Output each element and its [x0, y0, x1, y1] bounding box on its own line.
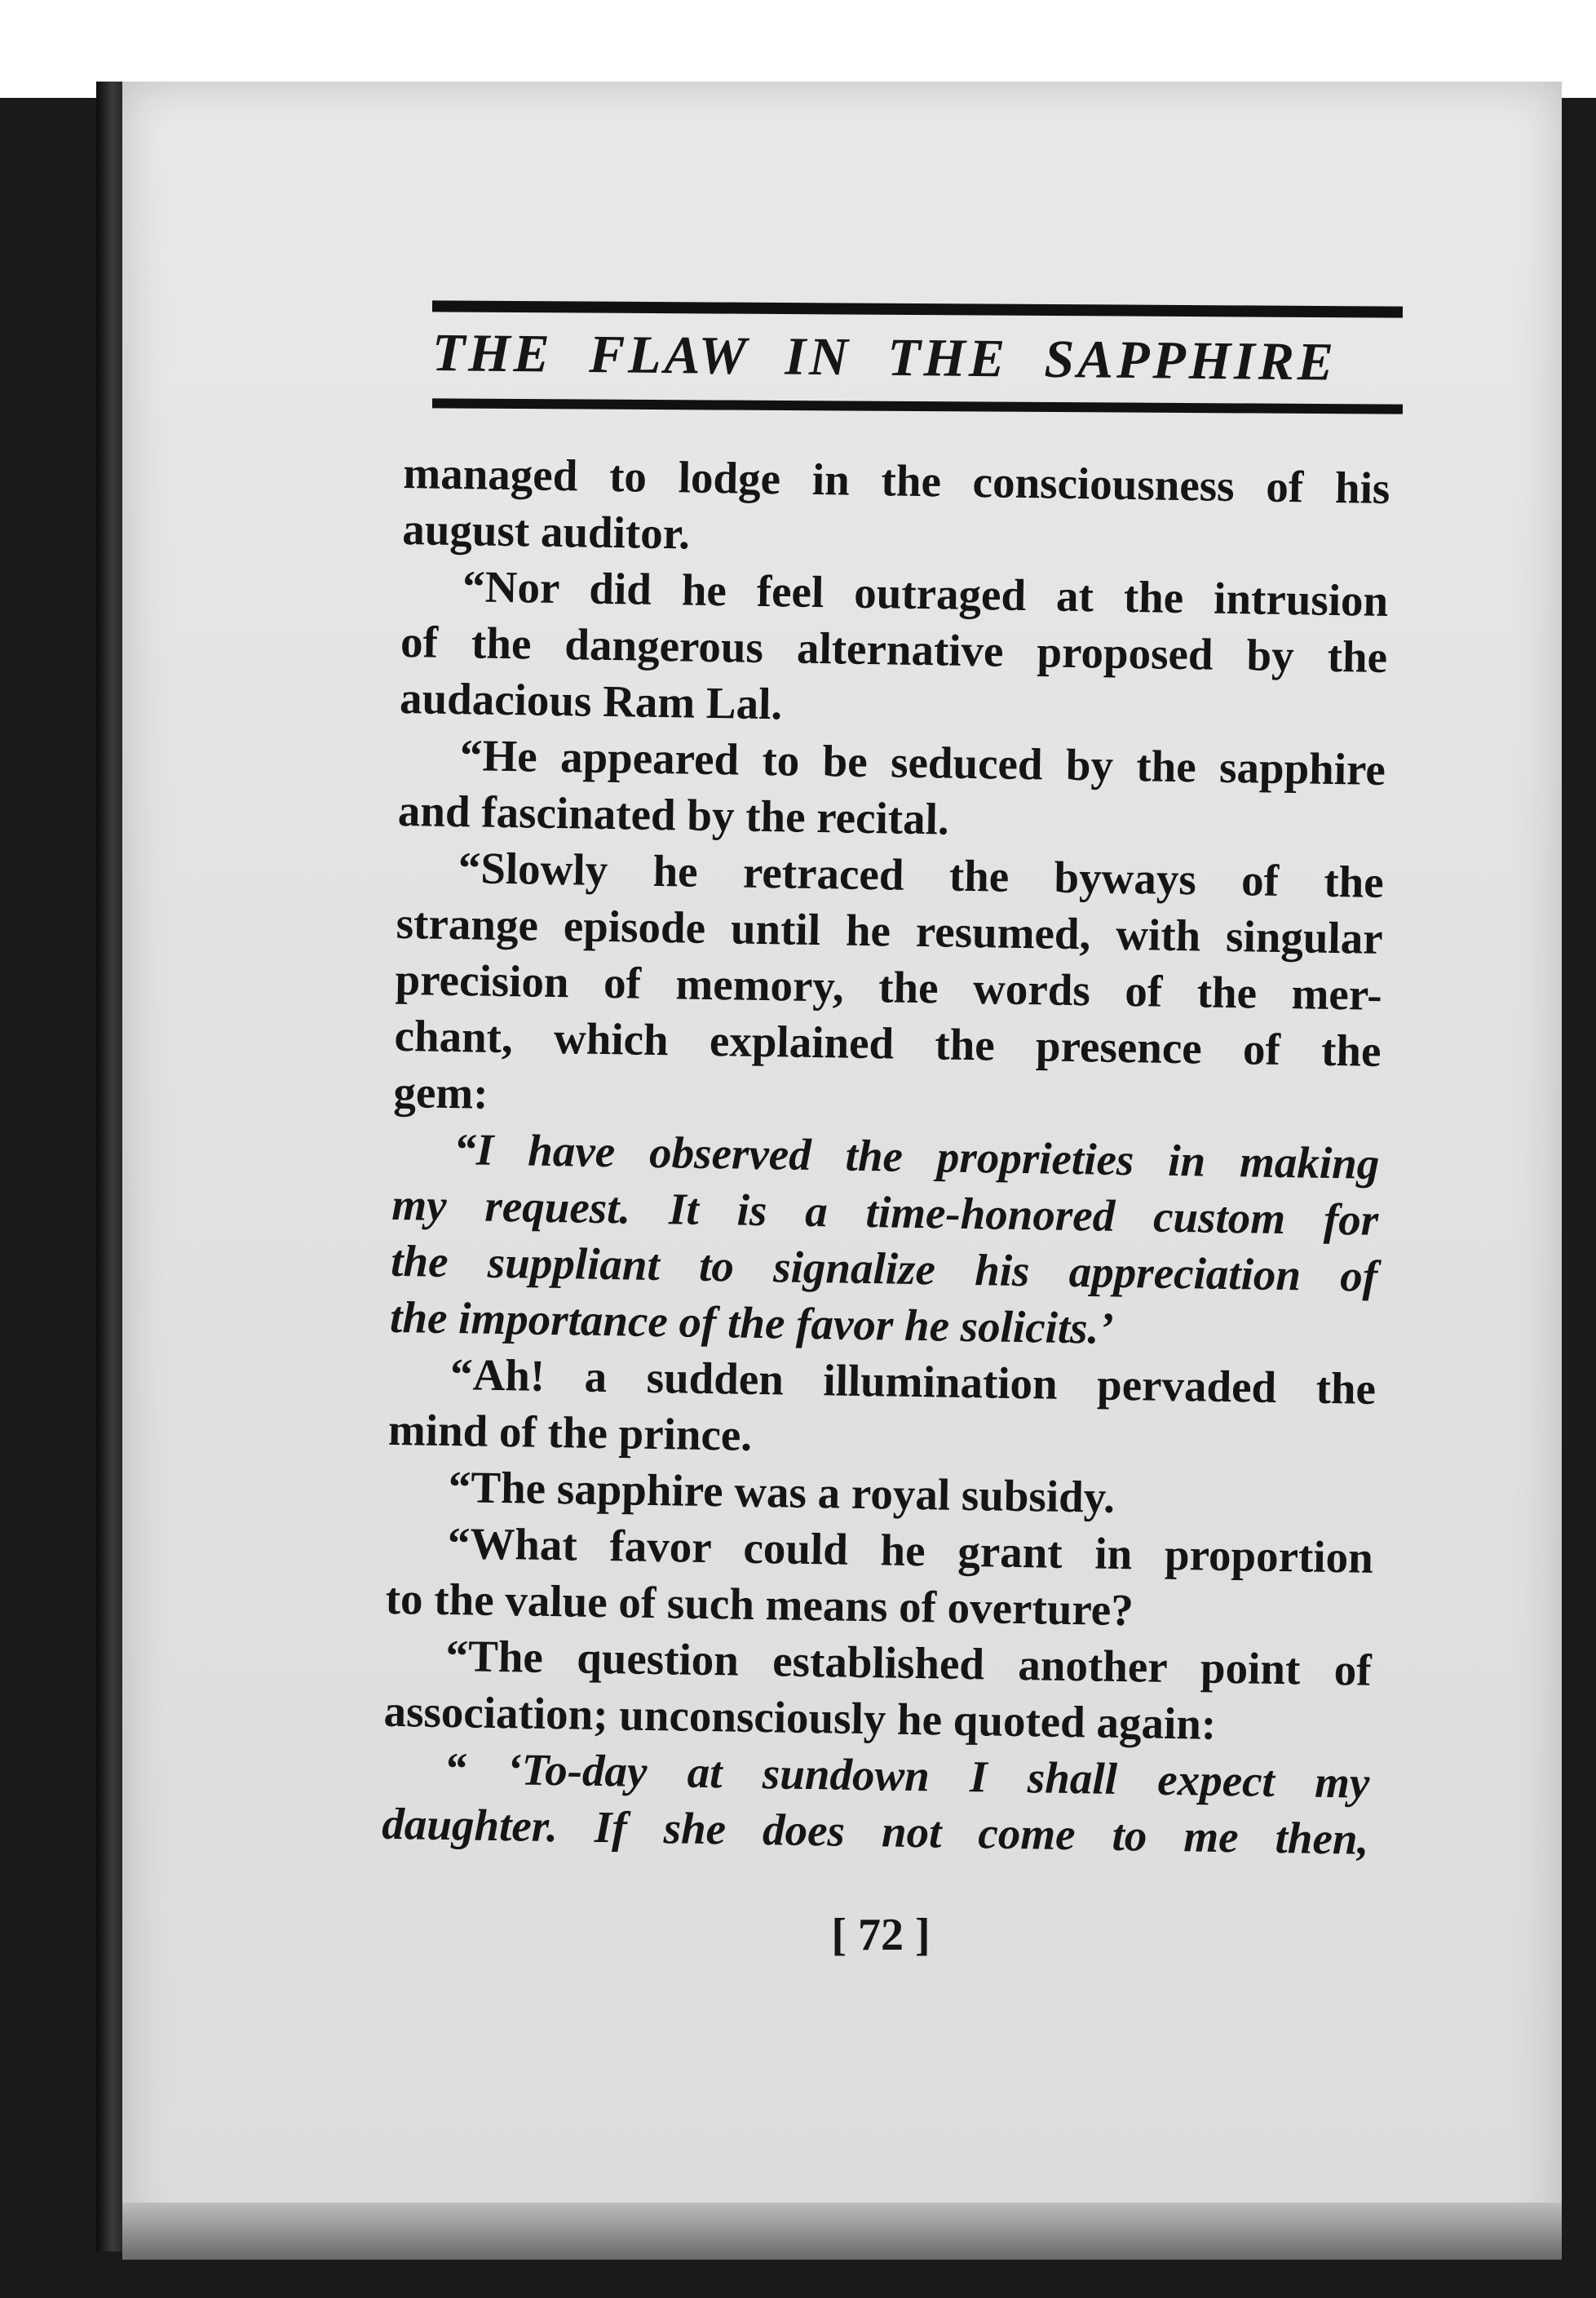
text-line: “Slowly he retraced the byways of the	[458, 843, 1385, 907]
text-line: precision of memory, the words of the mer-	[395, 954, 1383, 1020]
text-line: “He appeared to be seduced by the sapphire	[459, 730, 1386, 795]
page-bottom-edge	[122, 2203, 1562, 2260]
text-line: chant, which explained the presence of the	[394, 1010, 1382, 1076]
text-line: gem:	[393, 1066, 489, 1118]
italic-text-line: my request. It is a time-honored custom for	[391, 1179, 1379, 1245]
text-line: of the dangerous alternative proposed by the	[400, 616, 1388, 682]
text-line: “Ah! a sudden illumination pervaded the	[449, 1349, 1377, 1414]
italic-text-line: “ ‘To-day at sundown I shall expect my	[444, 1742, 1370, 1808]
text-line: audacious Ram Lal.	[399, 672, 783, 729]
italic-text-line: “I have observed the proprieties in making	[453, 1124, 1380, 1189]
text-line: “The sapphire was a royal subsidy.	[448, 1462, 1116, 1522]
text-line: and fascinated by the recital.	[397, 785, 950, 844]
text-line: association; unconsciously he quoted again:	[383, 1685, 1217, 1749]
text-line: august auditor.	[401, 503, 691, 559]
page-number: [ 72 ]	[831, 1910, 931, 1960]
body-text	[382, 445, 1390, 1867]
text-line: managed to lodge in the consciousness of his	[402, 447, 1390, 513]
text-line: strange episode until he resumed, with singular	[396, 897, 1384, 963]
italic-text-line: daughter. If she does not come to me then,	[381, 1798, 1369, 1864]
italic-text-line: the importance of the favor he solicits.’	[389, 1291, 1115, 1353]
text-line: “The question established another point of	[445, 1630, 1373, 1695]
text-line: “What favor could he grant in proportion	[447, 1518, 1374, 1583]
running-head: THE FLAW IN THE SAPPHIRE	[431, 323, 1337, 392]
italic-text-line: the suppliant to signalize his appreciation of	[390, 1235, 1378, 1301]
text-line: to the value of such means of overture?	[385, 1573, 1134, 1636]
text-line: mind of the prince.	[387, 1404, 753, 1460]
text-line: “Nor did he feel outraged at the intrusion	[462, 561, 1389, 626]
